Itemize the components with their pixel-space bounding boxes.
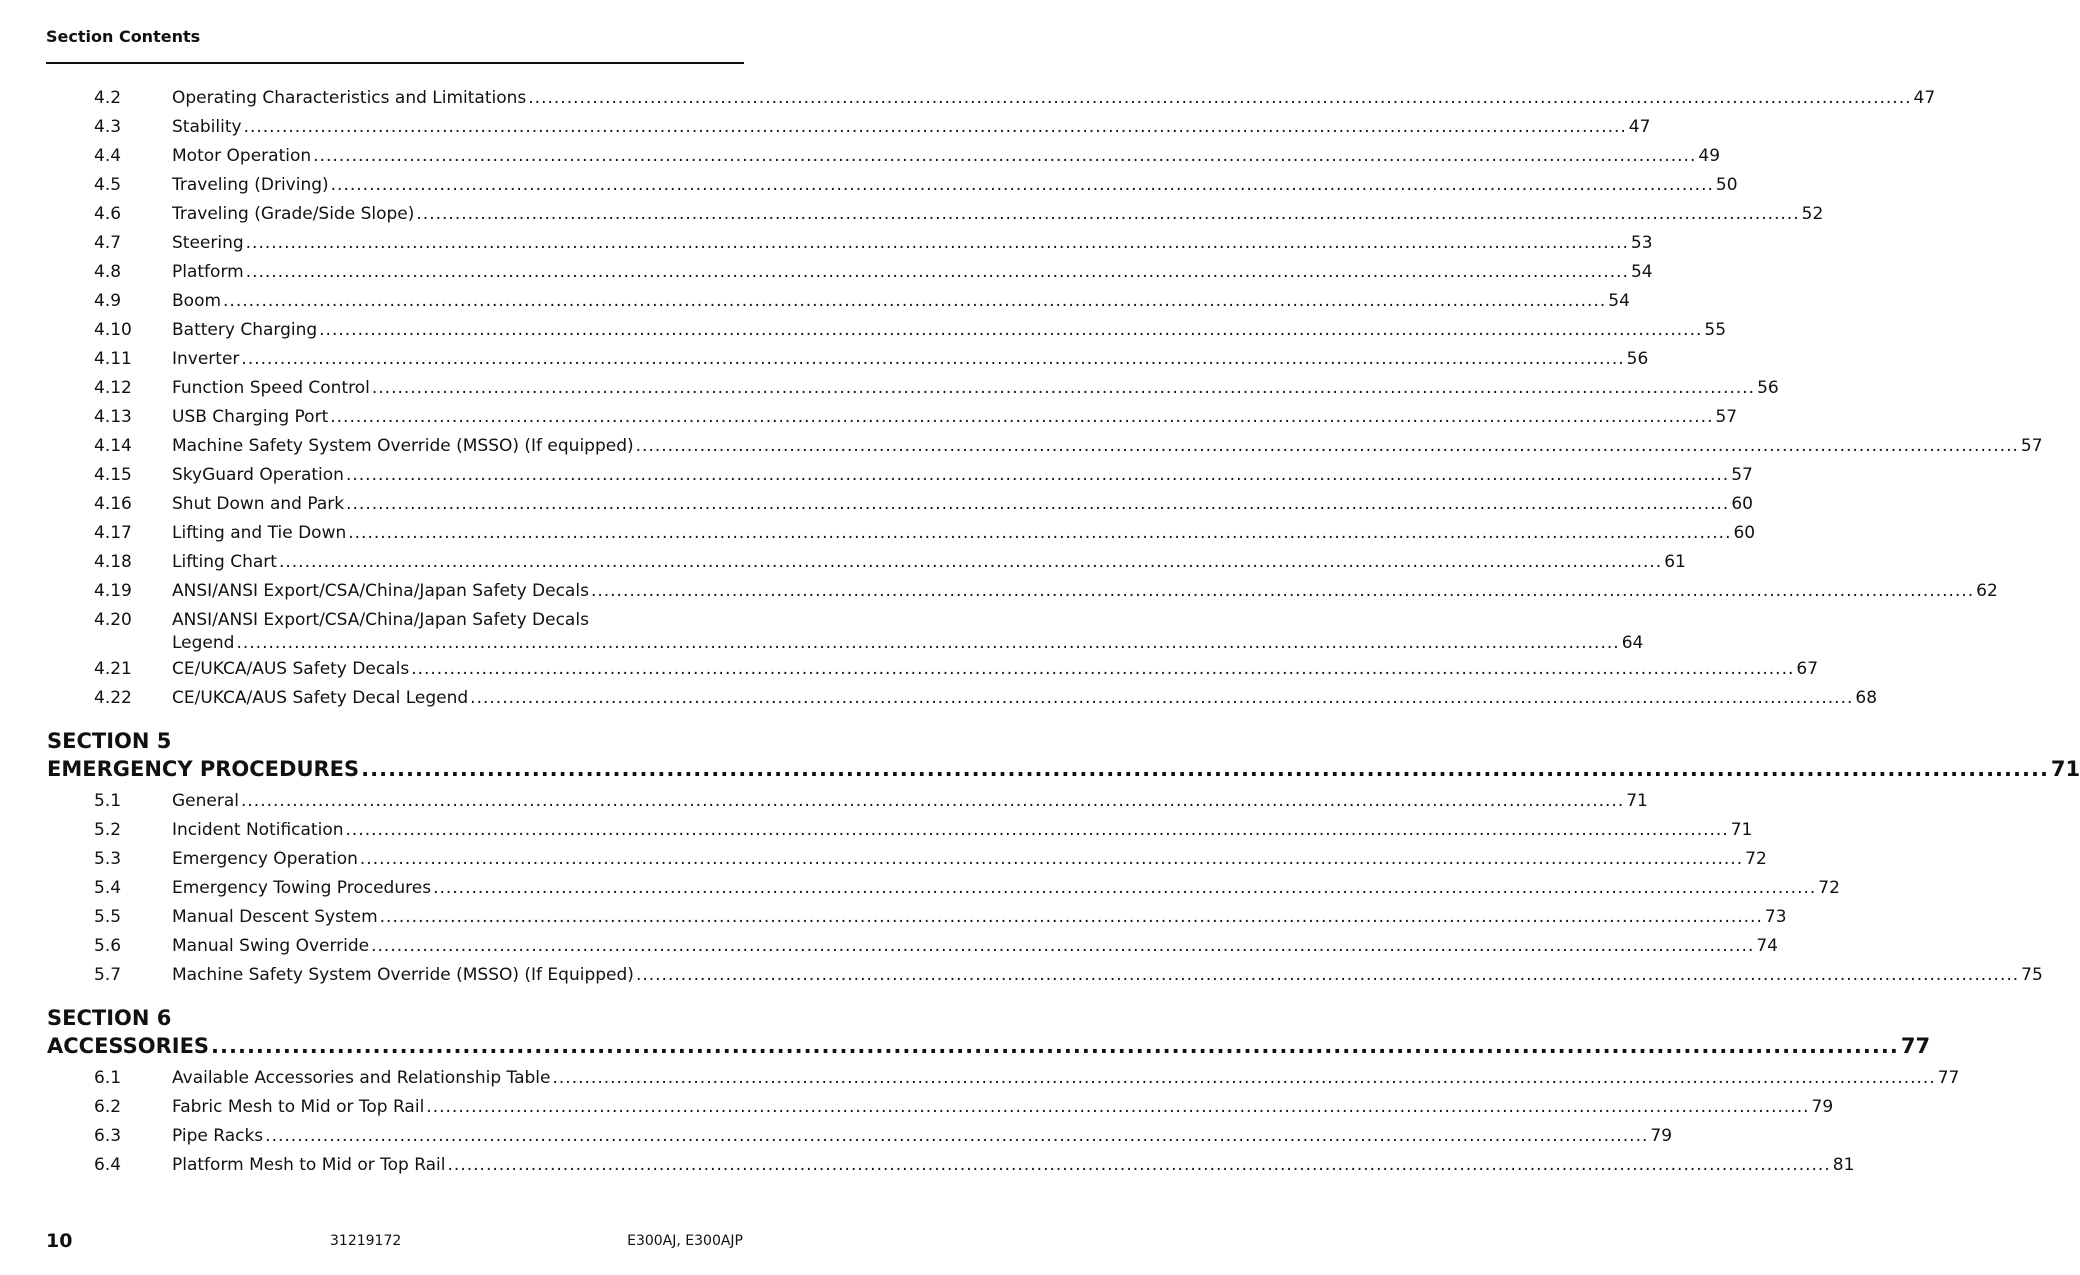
dot-leader bbox=[236, 632, 1619, 655]
dot-leader bbox=[636, 961, 2019, 990]
section-4-entries bbox=[0, 84, 2043, 606]
dot-leader bbox=[211, 1032, 1899, 1060]
toc-entry-title: USB Charging Port bbox=[172, 407, 329, 427]
toc-entry-number: 4.16 bbox=[94, 494, 132, 514]
toc-entry-title: General bbox=[172, 791, 239, 811]
dot-leader bbox=[360, 845, 1743, 874]
toc-entry-page: 68 bbox=[1855, 688, 1878, 708]
toc-entry-title: SkyGuard Operation bbox=[172, 465, 344, 485]
toc-entry-number: 4.5 bbox=[94, 175, 122, 195]
toc-entry-number: 5.6 bbox=[94, 936, 122, 956]
toc-entry-number: 4.7 bbox=[94, 233, 122, 253]
toc-entry-number: 4.22 bbox=[94, 688, 132, 708]
toc-entry-number: 4.11 bbox=[94, 349, 132, 369]
toc-entry[interactable] bbox=[94, 655, 1819, 684]
dot-leader bbox=[346, 461, 1729, 490]
section-6-entries bbox=[0, 1064, 1960, 1180]
toc-entry-title: Fabric Mesh to Mid or Top Rail bbox=[172, 1097, 425, 1117]
toc-entry-page: 61 bbox=[1664, 552, 1686, 572]
dot-leader bbox=[470, 684, 1853, 713]
toc-entry-number: 4.6 bbox=[94, 204, 122, 224]
dot-leader bbox=[528, 84, 1911, 113]
toc-entry[interactable] bbox=[94, 432, 2043, 461]
toc-entry-page: 56 bbox=[1757, 378, 1779, 398]
toc-entry-page: 72 bbox=[1818, 878, 1840, 898]
toc-entry-title: Available Accessories and Relationship Table bbox=[172, 1068, 551, 1088]
toc-entry[interactable] bbox=[94, 1151, 1855, 1180]
toc-entry-page: 56 bbox=[1626, 349, 1649, 369]
toc-entry-title: CE/UKCA/AUS Safety Decal Legend bbox=[172, 688, 469, 708]
toc-entry-page: 60 bbox=[1731, 494, 1753, 514]
toc-entry[interactable] bbox=[94, 1064, 1960, 1093]
toc-entry-page: 81 bbox=[1832, 1155, 1855, 1175]
toc-entry-title: Machine Safety System Override (MSSO) (If Equipped) bbox=[172, 965, 634, 985]
toc-entry-page: 79 bbox=[1811, 1097, 1834, 1117]
toc-entry-title: Manual Descent System bbox=[172, 907, 378, 927]
toc-entry[interactable] bbox=[94, 200, 1824, 229]
toc-entry[interactable] bbox=[94, 845, 1767, 874]
toc-entry-number: 5.7 bbox=[94, 965, 122, 985]
dot-leader bbox=[591, 577, 1974, 606]
toc-entry-title: Motor Operation bbox=[172, 146, 312, 166]
toc-entry-page: 64 bbox=[1621, 633, 1644, 653]
toc-entry-page: 71 bbox=[1730, 820, 1753, 840]
toc-entry[interactable] bbox=[94, 142, 1721, 171]
dot-leader bbox=[553, 1064, 1936, 1093]
toc-entry[interactable] bbox=[94, 684, 1878, 713]
toc-entry-number: 4.14 bbox=[94, 436, 132, 456]
toc-entry-title: Emergency Operation bbox=[172, 849, 358, 869]
toc-entry[interactable] bbox=[94, 229, 1653, 258]
toc-entry-page: 49 bbox=[1698, 146, 1721, 166]
toc-entry[interactable] bbox=[94, 403, 1738, 432]
toc-entry-number: 4.15 bbox=[94, 465, 132, 485]
toc-entry-number: 6.2 bbox=[94, 1097, 122, 1117]
section-label: SECTION 5 bbox=[47, 729, 172, 753]
toc-entry-title: Traveling (Grade/Side Slope) bbox=[172, 204, 415, 224]
toc-entry-4-20[interactable] bbox=[94, 606, 1644, 655]
toc-entry-title: Stability bbox=[172, 117, 242, 137]
toc-entry-title: Battery Charging bbox=[172, 320, 318, 340]
footer-models: E300AJ, E300AJP bbox=[627, 1233, 743, 1249]
dot-leader bbox=[331, 171, 1714, 200]
toc-entry-title: Shut Down and Park bbox=[172, 494, 345, 514]
dot-leader bbox=[448, 1151, 1831, 1180]
section-5-entries bbox=[0, 787, 2043, 990]
page-footer bbox=[0, 1230, 825, 1252]
dot-leader bbox=[348, 519, 1731, 548]
toc-entry-title: Lifting Chart bbox=[172, 552, 277, 572]
toc-entry-number: 6.3 bbox=[94, 1126, 122, 1146]
dot-leader bbox=[241, 345, 1624, 374]
toc-entry-page: 52 bbox=[1801, 204, 1824, 224]
toc-entry-title: Lifting and Tie Down bbox=[172, 523, 347, 543]
toc-entry[interactable] bbox=[94, 1093, 1834, 1122]
toc-entry[interactable] bbox=[94, 519, 1756, 548]
toc-entry-title: Function Speed Control bbox=[172, 378, 370, 398]
toc-entry-title: Traveling (Driving) bbox=[172, 175, 329, 195]
toc-entry[interactable] bbox=[94, 374, 1779, 403]
toc-entry-title: Steering bbox=[172, 233, 244, 253]
toc-entry-page: 47 bbox=[1913, 88, 1936, 108]
dot-leader bbox=[411, 655, 1794, 684]
toc-entry-page: 55 bbox=[1704, 320, 1727, 340]
toc-entry-number: 5.2 bbox=[94, 820, 122, 840]
dot-leader bbox=[223, 287, 1606, 316]
dot-leader bbox=[330, 403, 1713, 432]
toc-entry-title: CE/UKCA/AUS Safety Decals bbox=[172, 659, 410, 679]
header-rule bbox=[46, 62, 744, 64]
dot-leader bbox=[313, 142, 1696, 171]
toc-entry-title-line1: ANSI/ANSI Export/CSA/China/Japan Safety Decals bbox=[172, 610, 589, 630]
toc-entry-number: 5.3 bbox=[94, 849, 122, 869]
toc-entry-number: 4.10 bbox=[94, 320, 132, 340]
dot-leader bbox=[241, 787, 1624, 816]
toc-entry[interactable] bbox=[94, 258, 1653, 287]
toc-entry[interactable] bbox=[94, 1122, 1673, 1151]
toc-entry-title: ANSI/ANSI Export/CSA/China/Japan Safety Decals bbox=[172, 581, 589, 601]
section-4-tail-entries bbox=[0, 655, 1878, 713]
toc-entry-title: Inverter bbox=[172, 349, 240, 369]
toc-entry-page: 60 bbox=[1733, 523, 1756, 543]
dot-leader bbox=[372, 374, 1755, 403]
toc-entry[interactable] bbox=[94, 874, 1840, 903]
table-of-contents bbox=[0, 84, 2080, 1180]
toc-entry-page: 77 bbox=[1937, 1068, 1960, 1088]
section-title: ACCESSORIES bbox=[47, 1034, 210, 1058]
toc-entry-title: Emergency Towing Procedures bbox=[172, 878, 432, 898]
toc-entry-title: Operating Characteristics and Limitations bbox=[172, 88, 527, 108]
toc-entry[interactable] bbox=[94, 577, 1998, 606]
dot-leader bbox=[380, 903, 1763, 932]
toc-entry-page: 54 bbox=[1608, 291, 1630, 311]
toc-entry-page: 53 bbox=[1630, 233, 1653, 253]
section-label: SECTION 6 bbox=[47, 1006, 172, 1030]
toc-entry-page: 47 bbox=[1628, 117, 1651, 137]
toc-entry[interactable] bbox=[94, 113, 1651, 142]
toc-entry[interactable] bbox=[94, 461, 1753, 490]
toc-entry-number: 5.5 bbox=[94, 907, 122, 927]
toc-entry-number: 4.19 bbox=[94, 581, 132, 601]
toc-entry-title: Machine Safety System Override (MSSO) (If equipped) bbox=[172, 436, 634, 456]
dot-leader bbox=[246, 229, 1629, 258]
toc-entry-page: 75 bbox=[2021, 965, 2043, 985]
dot-leader bbox=[319, 316, 1702, 345]
dot-leader bbox=[426, 1093, 1809, 1122]
toc-entry-page: 54 bbox=[1630, 262, 1653, 282]
toc-entry-number: 4.4 bbox=[94, 146, 122, 166]
toc-entry-title: Boom bbox=[172, 291, 222, 311]
toc-entry-number: 4.17 bbox=[94, 523, 132, 543]
toc-entry-number: 4.21 bbox=[94, 659, 132, 679]
toc-entry-number: 4.20 bbox=[94, 610, 132, 630]
toc-entry-page: 72 bbox=[1745, 849, 1767, 869]
toc-entry-page: 67 bbox=[1796, 659, 1819, 679]
dot-leader bbox=[346, 816, 1729, 845]
toc-entry[interactable] bbox=[94, 548, 1686, 577]
dot-leader bbox=[265, 1122, 1648, 1151]
dot-leader bbox=[416, 200, 1799, 229]
toc-entry-title: Incident Notification bbox=[172, 820, 344, 840]
toc-entry[interactable] bbox=[94, 961, 2043, 990]
toc-entry-title: Platform bbox=[172, 262, 244, 282]
toc-entry[interactable] bbox=[94, 287, 1630, 316]
toc-entry-title: Manual Swing Override bbox=[172, 936, 370, 956]
toc-entry[interactable] bbox=[94, 84, 1936, 113]
toc-entry-number: 5.1 bbox=[94, 791, 122, 811]
toc-entry-page: 79 bbox=[1650, 1126, 1673, 1146]
toc-entry-number: 5.4 bbox=[94, 878, 122, 898]
section-6-heading[interactable] bbox=[47, 1004, 1931, 1060]
toc-entry-number: 4.13 bbox=[94, 407, 132, 427]
toc-entry[interactable] bbox=[94, 316, 1727, 345]
toc-entry[interactable] bbox=[94, 816, 1753, 845]
footer-doc-number: 31219172 bbox=[330, 1233, 402, 1249]
dot-leader bbox=[279, 548, 1662, 577]
toc-entry[interactable] bbox=[94, 787, 1648, 816]
toc-entry[interactable] bbox=[94, 345, 1649, 374]
toc-entry-number: 4.18 bbox=[94, 552, 132, 572]
toc-entry-page: 50 bbox=[1715, 175, 1738, 195]
toc-entry-number: 4.2 bbox=[94, 88, 122, 108]
dot-leader bbox=[246, 258, 1629, 287]
toc-entry-title: Pipe Racks bbox=[172, 1126, 264, 1146]
page-header-title: Section Contents bbox=[46, 27, 201, 46]
dot-leader bbox=[361, 755, 2049, 783]
dot-leader bbox=[433, 874, 1816, 903]
dot-leader bbox=[244, 113, 1627, 142]
section-page: 71 bbox=[2050, 757, 2080, 781]
dot-leader bbox=[636, 432, 2019, 461]
toc-entry-number: 4.12 bbox=[94, 378, 132, 398]
dot-leader bbox=[346, 490, 1729, 519]
section-page: 77 bbox=[1900, 1034, 1931, 1058]
toc-entry-title-line2: Legend bbox=[172, 633, 235, 653]
toc-entry-page: 62 bbox=[1976, 581, 1998, 601]
toc-entry-page: 57 bbox=[1731, 465, 1753, 485]
section-title: EMERGENCY PROCEDURES bbox=[47, 757, 360, 781]
toc-entry-number: 6.1 bbox=[94, 1068, 122, 1088]
toc-entry-page: 57 bbox=[1715, 407, 1738, 427]
toc-entry-title: Platform Mesh to Mid or Top Rail bbox=[172, 1155, 446, 1175]
toc-entry[interactable] bbox=[94, 490, 1753, 519]
toc-entry-page: 71 bbox=[1626, 791, 1648, 811]
toc-entry-number: 4.8 bbox=[94, 262, 122, 282]
toc-entry-number: 6.4 bbox=[94, 1155, 122, 1175]
toc-entry-page: 74 bbox=[1756, 936, 1778, 956]
toc-entry[interactable] bbox=[94, 932, 1778, 961]
toc-entry-page: 57 bbox=[2020, 436, 2043, 456]
toc-entry-page: 73 bbox=[1764, 907, 1787, 927]
section-5-heading[interactable] bbox=[47, 727, 2080, 783]
toc-entry-number: 4.3 bbox=[94, 117, 122, 137]
toc-entry[interactable] bbox=[94, 903, 1787, 932]
toc-entry[interactable] bbox=[94, 171, 1738, 200]
toc-entry-number: 4.9 bbox=[94, 291, 122, 311]
footer-page-number: 10 bbox=[46, 1230, 73, 1252]
dot-leader bbox=[371, 932, 1754, 961]
